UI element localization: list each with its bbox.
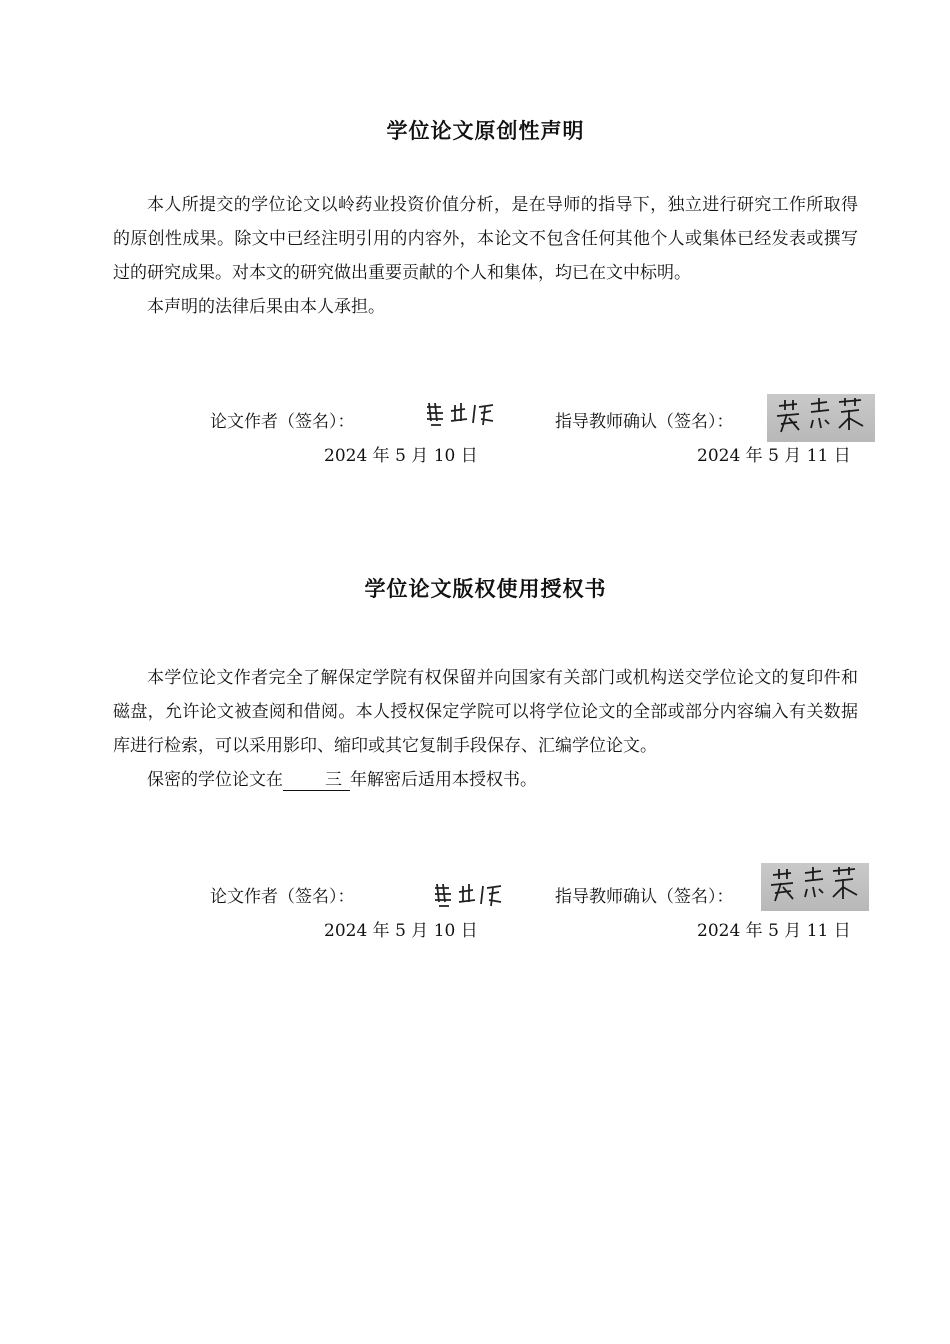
authorization-paragraph-2-suffix: 年解密后适用本授权书。 <box>350 770 537 790</box>
declaration-teacher-signature <box>767 394 875 442</box>
authorization-author-date: 2024 年 5 月 10 日 <box>324 921 478 941</box>
declaration-author-date: 2024 年 5 月 10 日 <box>324 446 478 466</box>
authorization-section <box>113 573 858 941</box>
declaration-title: 学位论文原创性声明 <box>386 119 585 143</box>
authorization-title: 学位论文版权使用授权书 <box>364 577 607 601</box>
declaration-signature-row <box>113 403 858 439</box>
authorization-signature-row <box>113 878 858 914</box>
declaration-author-signature <box>421 399 501 429</box>
authorization-paragraph-1: 本学位论文作者完全了解保定学院有权保留并向国家有关部门或机构送交学位论文的复印件和磁盘，允许论文被查阅和借阅。本人授权保定学院可以将学位论文的全部或部分内容编入有关数据库进行检索，可以采用影印、缩印或其它复制手段保存、汇编学位论文。 <box>113 668 858 756</box>
declaration-teacher-date: 2024 年 5 月 11 日 <box>697 446 851 466</box>
authorization-paragraph-2-prefix: 保密的学位论文在 <box>147 770 283 790</box>
authorization-teacher-signature <box>761 863 869 911</box>
authorization-author-signature <box>429 880 509 910</box>
declaration-section <box>113 115 858 466</box>
declaration-author-label: 论文作者（签名）： <box>210 412 355 432</box>
authorization-paragraph-2 <box>113 763 858 797</box>
confidential-years-blank: 三 <box>283 771 350 791</box>
authorization-teacher-date: 2024 年 5 月 11 日 <box>697 921 851 941</box>
authorization-teacher-label: 指导教师确认（签名）： <box>555 887 734 907</box>
declaration-teacher-label: 指导教师确认（签名）： <box>555 412 734 432</box>
declaration-paragraph-1: 本人所提交的学位论文以岭药业投资价值分析，是在导师的指导下，独立进行研究工作所取得的原创性成果。除文中已经注明引用的内容外，本论文不包含任何其他个人或集体已经发表或撰写过的研究成果。对本文的研究做出重要贡献的个人和集体，均已在文中标明。 <box>113 195 858 283</box>
authorization-author-label: 论文作者（签名）： <box>210 887 355 907</box>
declaration-paragraph-2: 本声明的法律后果由本人承担。 <box>147 297 385 317</box>
